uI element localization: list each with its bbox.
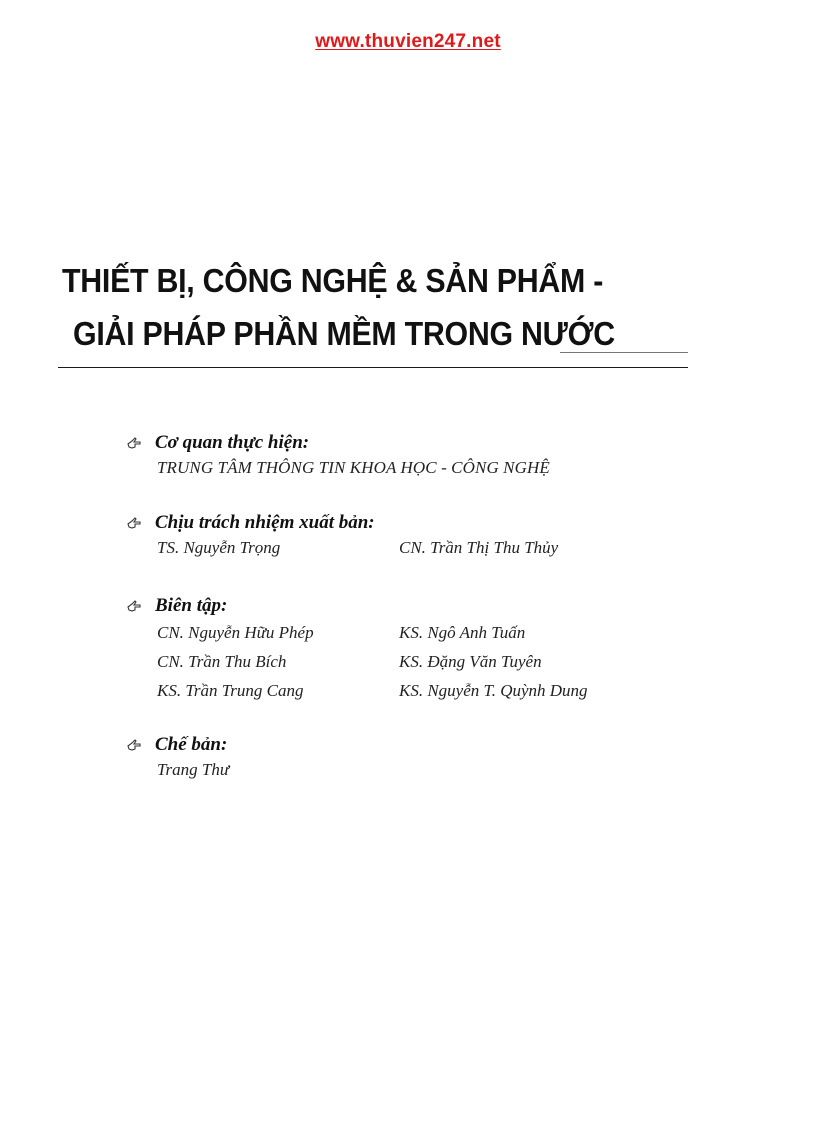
editor-name: KS. Ngô Anh Tuấn bbox=[399, 623, 526, 642]
section-editors bbox=[126, 594, 588, 705]
section-publishing-responsible bbox=[126, 511, 558, 561]
title-rule bbox=[58, 367, 688, 368]
editor-name: KS. Nguyễn T. Quỳnh Dung bbox=[399, 681, 588, 700]
title-line-2: GIẢI PHÁP PHẦN MỀM TRONG NƯỚC bbox=[73, 315, 615, 352]
agency-name: TRUNG TÂM THÔNG TIN KHOA HỌC - CÔNG NGHỆ bbox=[157, 458, 550, 477]
editor-row bbox=[157, 676, 588, 705]
book-title bbox=[62, 254, 651, 360]
pointing-hand-icon bbox=[126, 435, 142, 451]
editor-name: CN. Trần Thu Bích bbox=[157, 652, 287, 671]
editor-name: KS. Trần Trung Cang bbox=[157, 681, 304, 700]
section-heading: Chịu trách nhiệm xuất bản: bbox=[155, 512, 375, 533]
person-name: TS. Nguyễn Trọng bbox=[157, 538, 281, 557]
title-line-1: THIẾT BỊ, CÔNG NGHỆ & SẢN PHẨM - bbox=[62, 262, 604, 299]
editor-row bbox=[157, 618, 588, 647]
section-heading: Chế bản: bbox=[155, 734, 228, 755]
editor-name: KS. Đặng Văn Tuyên bbox=[399, 652, 542, 671]
editor-name: CN. Nguyễn Hữu Phép bbox=[157, 623, 314, 642]
section-heading: Cơ quan thực hiện: bbox=[155, 432, 310, 453]
watermark-link[interactable]: www.thuvien247.net bbox=[315, 31, 501, 52]
pointing-hand-icon bbox=[126, 737, 142, 753]
section-executing-agency bbox=[126, 431, 550, 481]
title-rule-thin bbox=[560, 352, 688, 353]
editor-row bbox=[157, 647, 588, 676]
section-typesetting bbox=[126, 733, 229, 783]
section-heading: Biên tập: bbox=[155, 595, 228, 616]
person-name: CN. Trần Thị Thu Thủy bbox=[399, 538, 559, 557]
pointing-hand-icon bbox=[126, 515, 142, 531]
people-row bbox=[157, 535, 558, 561]
pointing-hand-icon bbox=[126, 598, 142, 614]
typesetter-name: Trang Thư bbox=[157, 760, 230, 779]
